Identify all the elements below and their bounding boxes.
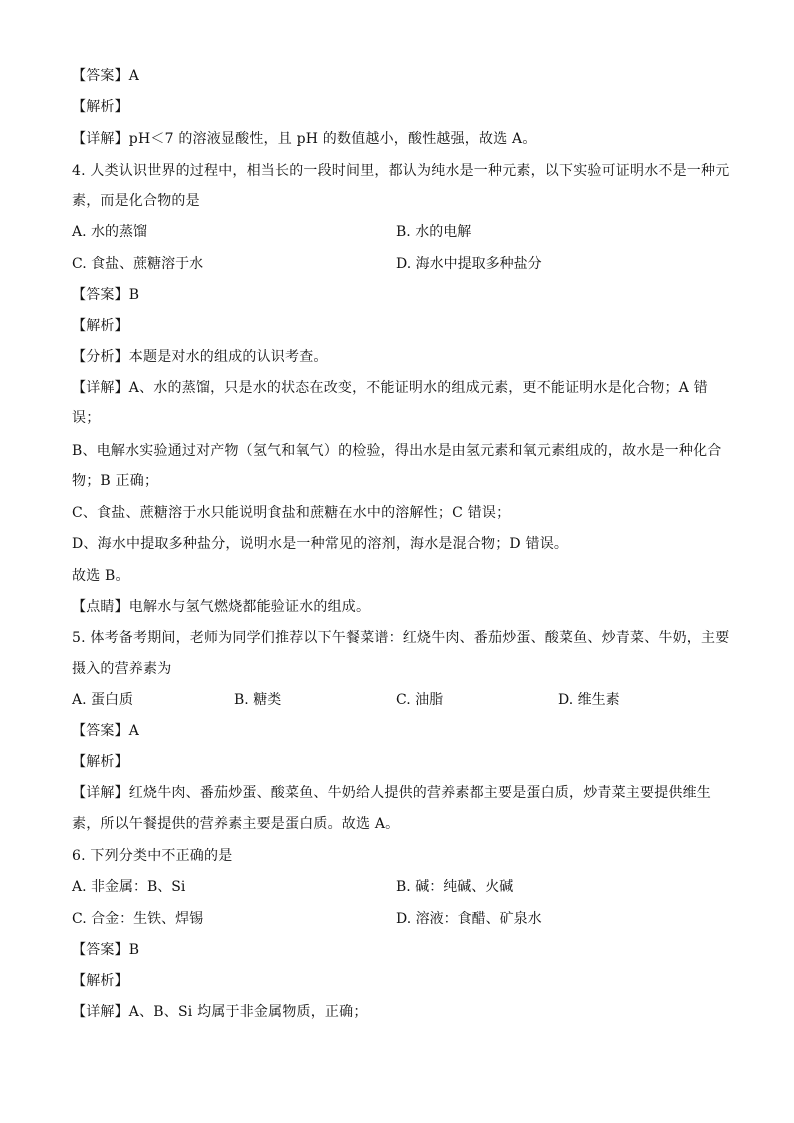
q5-option-b: B. 糖类 (234, 692, 282, 708)
q4-detail-b-line1: B、电解水实验通过对产物（氢气和氧气）的检验，得出水是由氢元素和氧元素组成的，故水是一种化合 (72, 443, 722, 459)
q3-detail: 【详解】pH＜7 的溶液显酸性，且 pH 的数值越小，酸性越强，故选 A。 (72, 131, 537, 147)
q4-stem-line2: 素，而是化合物的是 (72, 193, 200, 209)
q6-answer: 【答案】B (72, 942, 140, 958)
q4-analysis: 【分析】本题是对水的组成的认识考查。 (72, 349, 328, 365)
q4-detail-a-line1: 【详解】A、水的蒸馏，只是水的状态在改变，不能证明水的组成元素，更不能证明水是化合物；A 错 (72, 380, 708, 396)
q6-analysis-heading: 【解析】 (72, 973, 129, 989)
q4-answer: 【答案】B (72, 287, 140, 303)
q5-option-c: C. 油脂 (396, 692, 444, 708)
q5-stem-line2: 摄入的营养素为 (72, 661, 172, 677)
q4-detail-c: C、食盐、蔗糖溶于水只能说明食盐和蔗糖在水中的溶解性；C 错误； (72, 505, 511, 521)
q4-option-d: D. 海水中提取多种盐分 (396, 256, 542, 272)
q3-analysis-heading: 【解析】 (72, 99, 129, 115)
q5-detail-line2: 素，所以午餐提供的营养素主要是蛋白质。故选 A。 (72, 816, 400, 832)
q4-stem-line1: 4. 人类认识世界的过程中，相当长的一段时间里，都认为纯水是一种元素，以下实验可证明水不是一种元 (72, 163, 730, 179)
q4-detail-b-line2: 物；B 正确； (72, 473, 159, 489)
q5-answer: 【答案】A (72, 723, 140, 739)
q6-option-d: D. 溶液：食醋、矿泉水 (396, 911, 542, 927)
q4-key-point: 【点睛】电解水与氢气燃烧都能验证水的组成。 (72, 599, 371, 615)
q5-analysis-heading: 【解析】 (72, 754, 129, 770)
q4-detail-d: D、海水中提取多种盐分，说明水是一种常见的溶剂，海水是混合物；D 错误。 (72, 536, 569, 552)
q4-conclusion: 故选 B。 (72, 568, 130, 584)
q3-answer: 【答案】A (72, 68, 140, 84)
q5-option-a: A. 蛋白质 (72, 692, 134, 708)
q6-option-b: B. 碱：纯碱、火碱 (396, 879, 514, 895)
q5-stem-line1: 5. 体考备考期间，老师为同学们推荐以下午餐菜谱：红烧牛肉、番茄炒蛋、酸菜鱼、炒青菜、牛奶，主要 (72, 630, 730, 646)
q4-detail-a-line2: 误； (72, 410, 101, 426)
q5-option-d: D. 维生素 (558, 692, 620, 708)
q4-option-a: A. 水的蒸馏 (72, 224, 148, 240)
q5-detail-line1: 【详解】红烧牛肉、番茄炒蛋、酸菜鱼、牛奶给人提供的营养素都主要是蛋白质，炒青菜主要提供维生 (72, 785, 711, 801)
q6-option-c: C. 合金：生铁、焊锡 (72, 911, 204, 927)
q4-option-b: B. 水的电解 (396, 224, 472, 240)
q4-analysis-heading: 【解析】 (72, 318, 129, 334)
q6-stem: 6. 下列分类中不正确的是 (72, 848, 233, 864)
q6-detail-a: 【详解】A、B、Si 均属于非金属物质，正确； (72, 1004, 368, 1020)
q4-option-c: C. 食盐、蔗糖溶于水 (72, 256, 204, 272)
q6-option-a: A. 非金属：B、Si (72, 879, 186, 895)
